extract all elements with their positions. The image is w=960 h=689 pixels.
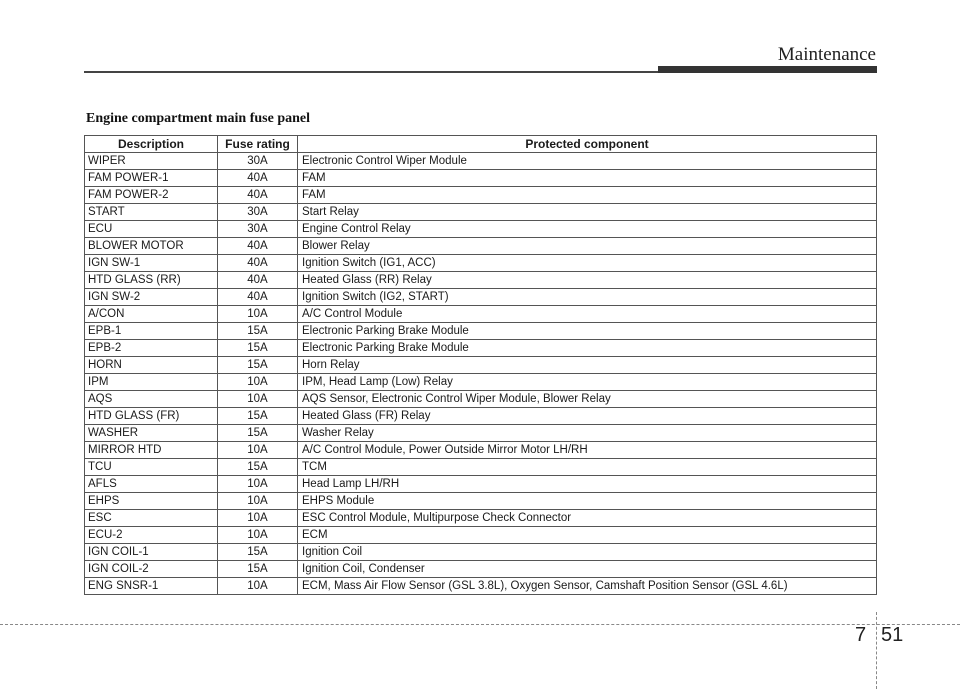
cell-fuse-rating: 10A — [218, 306, 298, 323]
cell-protected-component: Electronic Parking Brake Module — [298, 323, 877, 340]
cell-fuse-rating: 10A — [218, 442, 298, 459]
table-row — [85, 544, 877, 561]
cell-protected-component: Ignition Switch (IG2, START) — [298, 289, 877, 306]
table-header-row — [85, 136, 877, 153]
cell-description: WASHER — [85, 425, 218, 442]
table-row — [85, 561, 877, 578]
cell-protected-component: Horn Relay — [298, 357, 877, 374]
cell-description: START — [85, 204, 218, 221]
cell-protected-component: EHPS Module — [298, 493, 877, 510]
cell-description: FAM POWER-1 — [85, 170, 218, 187]
cell-description: MIRROR HTD — [85, 442, 218, 459]
cell-description: IGN COIL-2 — [85, 561, 218, 578]
footer-dashed-divider — [876, 612, 877, 689]
cell-fuse-rating: 15A — [218, 459, 298, 476]
table-row — [85, 340, 877, 357]
cell-fuse-rating: 10A — [218, 391, 298, 408]
cell-fuse-rating: 15A — [218, 544, 298, 561]
cell-fuse-rating: 15A — [218, 408, 298, 425]
fuse-table-body — [85, 153, 877, 595]
page-chapter-number: 7 — [855, 624, 867, 646]
cell-protected-component: IPM, Head Lamp (Low) Relay — [298, 374, 877, 391]
cell-protected-component: Washer Relay — [298, 425, 877, 442]
cell-description: ECU — [85, 221, 218, 238]
cell-protected-component: ECM — [298, 527, 877, 544]
cell-protected-component: ESC Control Module, Multipurpose Check Connector — [298, 510, 877, 527]
header-rule-thin — [84, 71, 660, 73]
column-header-description: Description — [85, 136, 218, 153]
cell-protected-component: A/C Control Module, Power Outside Mirror Motor LH/RH — [298, 442, 877, 459]
cell-protected-component: A/C Control Module — [298, 306, 877, 323]
cell-description: WIPER — [85, 153, 218, 170]
table-row — [85, 272, 877, 289]
cell-description: A/CON — [85, 306, 218, 323]
table-row — [85, 459, 877, 476]
cell-fuse-rating: 40A — [218, 170, 298, 187]
table-row — [85, 374, 877, 391]
cell-protected-component: Blower Relay — [298, 238, 877, 255]
cell-description: TCU — [85, 459, 218, 476]
section-title: Engine compartment main fuse panel — [86, 111, 310, 126]
table-row — [85, 510, 877, 527]
cell-fuse-rating: 40A — [218, 289, 298, 306]
cell-description: HORN — [85, 357, 218, 374]
cell-fuse-rating: 15A — [218, 340, 298, 357]
cell-fuse-rating: 10A — [218, 476, 298, 493]
table-row — [85, 306, 877, 323]
cell-fuse-rating: 30A — [218, 153, 298, 170]
cell-protected-component: FAM — [298, 187, 877, 204]
cell-description: HTD GLASS (RR) — [85, 272, 218, 289]
page-number: 51 — [881, 624, 904, 646]
cell-fuse-rating: 10A — [218, 527, 298, 544]
column-header-fuse-rating: Fuse rating — [218, 136, 298, 153]
cell-description: IGN COIL-1 — [85, 544, 218, 561]
fuse-table — [84, 135, 877, 595]
table-row — [85, 170, 877, 187]
footer-dashed-line — [0, 624, 960, 625]
cell-protected-component: Engine Control Relay — [298, 221, 877, 238]
table-row — [85, 527, 877, 544]
cell-protected-component: Electronic Control Wiper Module — [298, 153, 877, 170]
column-header-protected-component: Protected component — [298, 136, 877, 153]
cell-fuse-rating: 40A — [218, 255, 298, 272]
cell-fuse-rating: 15A — [218, 323, 298, 340]
cell-description: AFLS — [85, 476, 218, 493]
cell-description: AQS — [85, 391, 218, 408]
cell-description: ESC — [85, 510, 218, 527]
cell-protected-component: Ignition Switch (IG1, ACC) — [298, 255, 877, 272]
table-row — [85, 323, 877, 340]
cell-description: IGN SW-1 — [85, 255, 218, 272]
cell-fuse-rating: 40A — [218, 272, 298, 289]
cell-protected-component: AQS Sensor, Electronic Control Wiper Module, Blower Relay — [298, 391, 877, 408]
table-row — [85, 578, 877, 595]
cell-fuse-rating: 10A — [218, 374, 298, 391]
cell-fuse-rating: 10A — [218, 578, 298, 595]
cell-protected-component: Head Lamp LH/RH — [298, 476, 877, 493]
cell-fuse-rating: 15A — [218, 425, 298, 442]
cell-fuse-rating: 10A — [218, 510, 298, 527]
table-row — [85, 408, 877, 425]
cell-protected-component: TCM — [298, 459, 877, 476]
header-rule-thick — [658, 66, 877, 73]
cell-fuse-rating: 15A — [218, 561, 298, 578]
cell-description: EPB-1 — [85, 323, 218, 340]
cell-fuse-rating: 30A — [218, 221, 298, 238]
cell-fuse-rating: 15A — [218, 357, 298, 374]
page-header-title: Maintenance — [777, 44, 876, 65]
table-row — [85, 442, 877, 459]
table-row — [85, 221, 877, 238]
cell-description: ECU-2 — [85, 527, 218, 544]
table-row — [85, 187, 877, 204]
table-row — [85, 391, 877, 408]
cell-description: HTD GLASS (FR) — [85, 408, 218, 425]
table-row — [85, 255, 877, 272]
table-row — [85, 238, 877, 255]
cell-description: IPM — [85, 374, 218, 391]
cell-protected-component: Heated Glass (RR) Relay — [298, 272, 877, 289]
cell-description: IGN SW-2 — [85, 289, 218, 306]
cell-protected-component: Electronic Parking Brake Module — [298, 340, 877, 357]
table-row — [85, 493, 877, 510]
cell-fuse-rating: 10A — [218, 493, 298, 510]
cell-description: FAM POWER-2 — [85, 187, 218, 204]
table-row — [85, 425, 877, 442]
cell-fuse-rating: 40A — [218, 187, 298, 204]
table-row — [85, 357, 877, 374]
table-row — [85, 289, 877, 306]
table-row — [85, 153, 877, 170]
cell-protected-component: ECM, Mass Air Flow Sensor (GSL 3.8L), Oxygen Sensor, Camshaft Position Sensor (GSL 4.6L) — [298, 578, 877, 595]
cell-description: BLOWER MOTOR — [85, 238, 218, 255]
cell-fuse-rating: 40A — [218, 238, 298, 255]
cell-protected-component: Ignition Coil — [298, 544, 877, 561]
cell-protected-component: Heated Glass (FR) Relay — [298, 408, 877, 425]
cell-protected-component: Ignition Coil, Condenser — [298, 561, 877, 578]
cell-description: ENG SNSR-1 — [85, 578, 218, 595]
table-row — [85, 476, 877, 493]
table-row — [85, 204, 877, 221]
cell-fuse-rating: 30A — [218, 204, 298, 221]
cell-description: EPB-2 — [85, 340, 218, 357]
cell-protected-component: FAM — [298, 170, 877, 187]
cell-protected-component: Start Relay — [298, 204, 877, 221]
cell-description: EHPS — [85, 493, 218, 510]
